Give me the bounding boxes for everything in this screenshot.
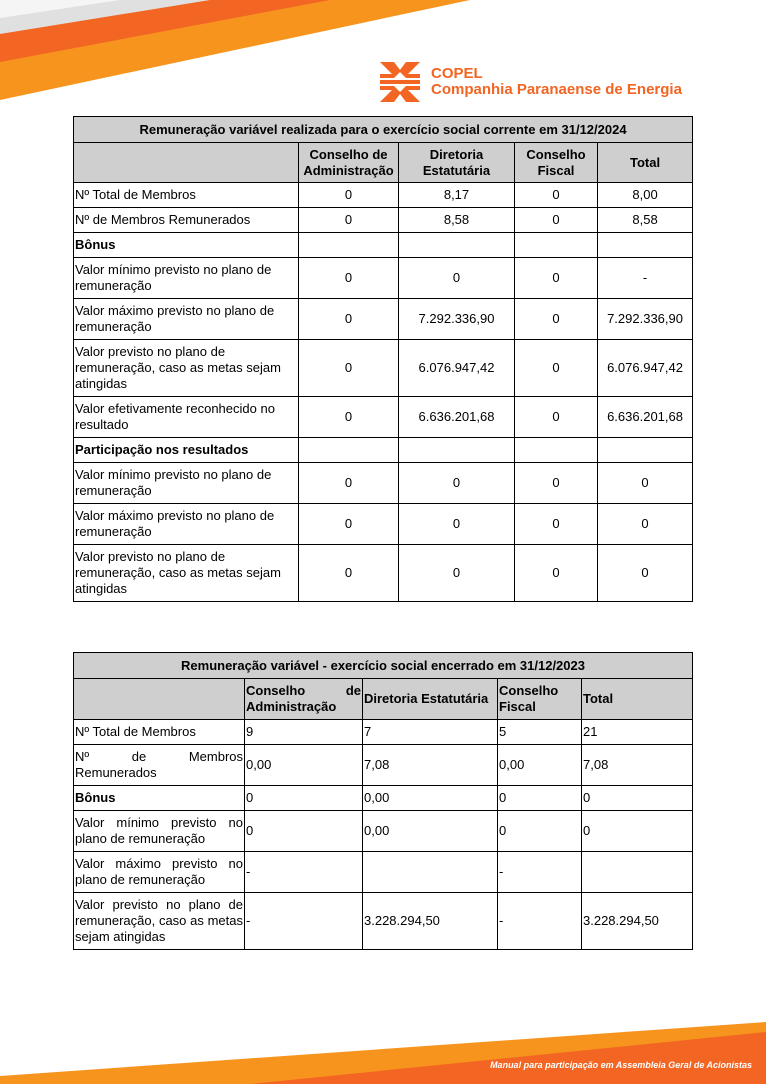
cell-value: 0: [515, 208, 598, 233]
column-header: Diretoria Estatutária: [399, 143, 515, 183]
cell-value: 0: [515, 258, 598, 299]
cell-value: 0: [299, 504, 399, 545]
cell-value: 0: [399, 504, 515, 545]
cell-value: 0: [299, 258, 399, 299]
cell-value: 7,08: [363, 745, 498, 786]
cell-value: 6.636.201,68: [598, 397, 693, 438]
cell-value: -: [498, 893, 582, 950]
cell-value: 0: [299, 183, 399, 208]
cell-value: 6.636.201,68: [399, 397, 515, 438]
cell-value: 21: [582, 720, 693, 745]
cell-value: 0: [515, 504, 598, 545]
cell-value: 0: [515, 545, 598, 602]
cell-value: 0: [245, 811, 363, 852]
cell-value: 9: [245, 720, 363, 745]
footer-decoration: [0, 1014, 766, 1084]
column-header: Diretoria Estatutária: [363, 679, 498, 720]
column-header: Conselho de Administração: [299, 143, 399, 183]
footer-text: Manual para participação em Assembleia Geral de Acionistas: [490, 1060, 752, 1070]
cell-value: 0: [598, 504, 693, 545]
cell-value: 5: [498, 720, 582, 745]
cell-value: [363, 852, 498, 893]
table-row: [74, 299, 693, 340]
row-label: Nº Total de Membros: [74, 183, 299, 208]
table-row: [74, 463, 693, 504]
cell-value: 0: [399, 463, 515, 504]
cell-value: 0: [515, 463, 598, 504]
cell-value: -: [245, 893, 363, 950]
table-row: [74, 208, 693, 233]
column-header: Conselho Fiscal: [498, 679, 582, 720]
brand-full-name: Companhia Paranaense de Energia: [431, 81, 682, 98]
table-variable-compensation-2024: [73, 116, 693, 602]
cell-value: 8,58: [598, 208, 693, 233]
cell-value: 0: [582, 786, 693, 811]
column-header: Conselho Fiscal: [515, 143, 598, 183]
cell-value: -: [498, 852, 582, 893]
brand-name: COPEL: [431, 65, 483, 82]
cell-value: 7.292.336,90: [598, 299, 693, 340]
cell-value: 0: [515, 183, 598, 208]
table-title: Remuneração variável realizada para o exercício social corrente em 31/12/2024: [74, 117, 693, 143]
section-row: [74, 233, 693, 258]
cell-value: 0: [515, 299, 598, 340]
table-variable-compensation-2023: [73, 652, 693, 950]
cell-value: 0: [515, 397, 598, 438]
cell-value: 0,00: [498, 745, 582, 786]
row-label: Valor máximo previsto no plano de remuneração: [74, 504, 299, 545]
cell-value: 0: [299, 463, 399, 504]
company-logo: [378, 60, 682, 104]
section-row: [74, 438, 693, 463]
cell-value: 0: [515, 340, 598, 397]
row-label: Nº Total de Membros: [74, 720, 245, 745]
table-row: [74, 340, 693, 397]
cell-value: 0,00: [245, 745, 363, 786]
section-label: Bônus: [74, 786, 245, 811]
cell-value: 3.228.294,50: [363, 893, 498, 950]
column-header: Total: [598, 143, 693, 183]
table-row: [74, 852, 693, 893]
cell-value: -: [598, 258, 693, 299]
cell-value: 0: [582, 811, 693, 852]
cell-value: 6.076.947,42: [598, 340, 693, 397]
row-label: Valor mínimo previsto no plano de remuneração: [74, 811, 245, 852]
cell-value: 7,08: [582, 745, 693, 786]
cell-value: 8,00: [598, 183, 693, 208]
table-row: [74, 893, 693, 950]
row-label: Nº de Membros Remunerados: [74, 745, 245, 786]
row-label: Valor previsto no plano de remuneração, caso as metas sejam atingidas: [74, 545, 299, 602]
row-label: Nº de Membros Remunerados: [74, 208, 299, 233]
row-label: Valor previsto no plano de remuneração, caso as metas sejam atingidas: [74, 893, 245, 950]
row-label: Valor efetivamente reconhecido no resultado: [74, 397, 299, 438]
section-label: Participação nos resultados: [74, 438, 299, 463]
cell-value: 0,00: [363, 811, 498, 852]
table-row: [74, 786, 693, 811]
table-row: [74, 745, 693, 786]
table-row: [74, 811, 693, 852]
cell-value: 0: [299, 545, 399, 602]
table-row: [74, 504, 693, 545]
cell-value: 0: [299, 299, 399, 340]
header-empty-cell: [74, 143, 299, 183]
cell-value: 0: [598, 463, 693, 504]
table-row: [74, 545, 693, 602]
column-header: Total: [582, 679, 693, 720]
table-row: [74, 183, 693, 208]
cell-value: 0: [299, 397, 399, 438]
cell-value: 0: [399, 545, 515, 602]
cell-value: [582, 852, 693, 893]
cell-value: 3.228.294,50: [582, 893, 693, 950]
cell-value: 0,00: [363, 786, 498, 811]
cell-value: 8,17: [399, 183, 515, 208]
row-label: Valor máximo previsto no plano de remuneração: [74, 852, 245, 893]
cell-value: 0: [498, 811, 582, 852]
table-row: [74, 720, 693, 745]
cell-value: 0: [245, 786, 363, 811]
table-row: [74, 258, 693, 299]
row-label: Valor previsto no plano de remuneração, caso as metas sejam atingidas: [74, 340, 299, 397]
cell-value: 0: [399, 258, 515, 299]
row-label: Valor mínimo previsto no plano de remuneração: [74, 463, 299, 504]
cell-value: 0: [598, 545, 693, 602]
cell-value: 7: [363, 720, 498, 745]
cell-value: 0: [299, 208, 399, 233]
cell-value: 0: [299, 340, 399, 397]
table-row: [74, 397, 693, 438]
cell-value: -: [245, 852, 363, 893]
cell-value: 8,58: [399, 208, 515, 233]
row-label: Valor mínimo previsto no plano de remuneração: [74, 258, 299, 299]
column-header: Conselho de Administração: [245, 679, 363, 720]
table-title: Remuneração variável - exercício social encerrado em 31/12/2023: [74, 653, 693, 679]
cell-value: 6.076.947,42: [399, 340, 515, 397]
cell-value: 7.292.336,90: [399, 299, 515, 340]
header-empty-cell: [74, 679, 245, 720]
row-label: Valor máximo previsto no plano de remuneração: [74, 299, 299, 340]
cell-value: 0: [498, 786, 582, 811]
section-label: Bônus: [74, 233, 299, 258]
copel-logo-icon: [378, 60, 422, 104]
